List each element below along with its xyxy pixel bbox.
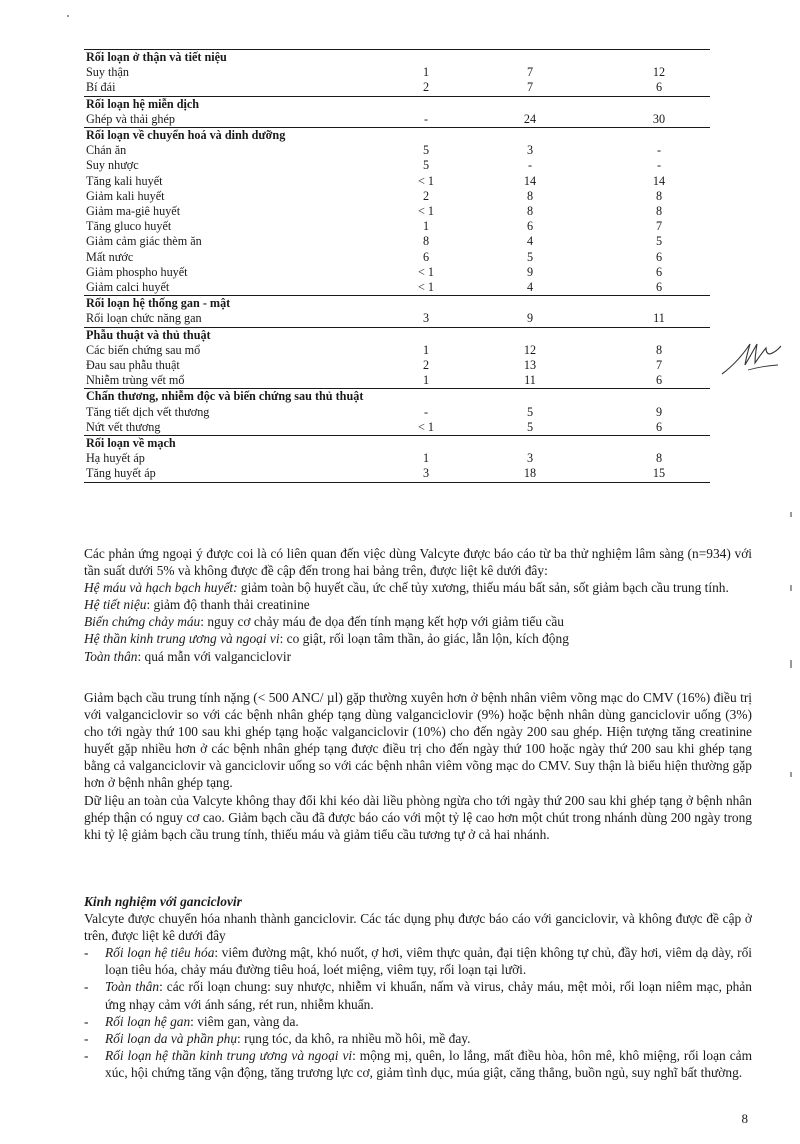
other-reactions-item	[84, 579, 752, 596]
table-cell-name: Suy thận	[86, 65, 129, 80]
table-cell-value-3: 5	[655, 234, 663, 249]
table-cell-value-3: 7	[655, 358, 663, 373]
table-cell-name: Nhiễm trùng vết mổ	[84, 373, 398, 389]
table-cell-name: Tăng tiết dịch vết thương	[86, 404, 210, 419]
table-row	[84, 250, 710, 265]
table-cell-name: Suy nhược	[86, 158, 139, 173]
table-cell-value-3: 7	[655, 219, 663, 234]
scan-edge-mark	[790, 512, 792, 517]
table-cell-name: Các biến chứng sau mổ	[86, 342, 201, 357]
table-cell-value-1: 5	[422, 158, 430, 173]
table-cell-name: Giảm calci huyết	[84, 280, 398, 296]
table-cell-value-2: 11	[452, 373, 606, 389]
table-cell-value-3: 12	[652, 65, 666, 80]
table-row	[84, 189, 710, 204]
table-cell-value-1: < 1	[398, 420, 452, 436]
table-row	[84, 158, 710, 173]
other-reactions-item	[84, 648, 752, 665]
table-cell-value-2: 3	[526, 451, 534, 466]
table-category-label: Rối loạn hệ thống gan - mật	[84, 296, 710, 312]
bullet-dash: -	[84, 979, 89, 995]
table-category-label: Rối loạn ở thận và tiết niệu	[84, 50, 710, 66]
bullet-dash: -	[84, 1013, 89, 1029]
bullet-body: : viêm gan, vàng da.	[190, 1013, 299, 1029]
bullet-item	[84, 1030, 752, 1047]
table-cell-name: Chán ăn	[86, 143, 127, 158]
table-cell-name: Nứt vết thương	[84, 420, 398, 436]
table-cell-value-1: 1	[398, 373, 452, 389]
table-cell-value-1: 5	[422, 143, 430, 158]
scan-edge-mark	[790, 660, 792, 668]
bullet-text	[105, 978, 752, 1012]
item-label: Toàn thân	[84, 648, 138, 664]
table-cell-value-3: 9	[655, 404, 663, 419]
table-cell-value-1: 3	[398, 311, 452, 327]
bullet-dash: -	[84, 1030, 89, 1046]
bullet-label: Rối loạn da và phần phụ	[105, 1030, 238, 1046]
table-cell-value-1: 6	[422, 249, 430, 264]
table-cell-name: Ghép và thải ghép	[84, 112, 398, 128]
table-cell-value-2: 12	[523, 342, 537, 357]
table-cell-value-1: < 1	[417, 204, 434, 219]
table-row	[84, 405, 710, 420]
table-cell-value-3: 15	[606, 466, 710, 482]
table-row	[84, 358, 710, 373]
table-cell-value-3: 11	[606, 311, 710, 327]
table-cell-name: Tăng gluco huyết	[86, 219, 172, 234]
table-cell-value-1: -	[423, 404, 429, 419]
table-cell-value-2: 7	[526, 65, 534, 80]
table-cell-value-2: 5	[452, 420, 606, 436]
table-cell-value-2: 24	[452, 112, 606, 128]
table-row	[84, 112, 710, 128]
table-category-row	[84, 296, 710, 312]
item-label: Hệ máu và hạch bạch huyết:	[84, 580, 238, 596]
section-neutropenia	[84, 689, 752, 843]
table-cell-value-3: 8	[655, 451, 663, 466]
bullet-label: Rối loạn hệ gan	[105, 1013, 191, 1029]
table-cell-value-3: 30	[606, 112, 710, 128]
ganciclovir-bullet-list	[84, 944, 752, 1081]
table-category-label: Rối loạn về chuyển hoá và dinh dưỡng	[84, 128, 710, 144]
other-reactions-item	[84, 613, 752, 630]
table-cell-name: Tăng kali huyết	[86, 173, 163, 188]
table-row	[84, 466, 710, 482]
table-cell-value-2: 9	[452, 311, 606, 327]
table-cell-value-2: 13	[523, 358, 537, 373]
table-cell-value-1: 1	[422, 219, 430, 234]
table-cell-value-1: 2	[422, 188, 430, 203]
table-cell-value-1: < 1	[417, 173, 434, 188]
table-cell-value-2: 3	[526, 143, 534, 158]
table-category-label: Phẫu thuật và thủ thuật	[84, 327, 710, 343]
table-cell-value-2: 8	[526, 204, 534, 219]
scan-edge-mark	[790, 585, 792, 591]
safety-data-paragraph: Dữ liệu an toàn của Valcyte không thay đổi khi kéo dài liều phòng ngừa cho tới ngày thứ 200 sau khi ghép tạng ở bệnh nhân ghép thận có nguy cơ cao. Giảm bạch cầu đã được báo cáo với một tỷ lệ cao hơn một chút trong nhánh dùng 200 ngày trong khi tỷ lệ giảm bạch cầu trung tính, thiếu máu và giảm tiểu cầu tương tự ở cả hai nhánh.	[84, 792, 752, 842]
table-row	[84, 311, 710, 327]
bullet-body: : rụng tóc, da khô, ra nhiều mồ hôi, mề đay.	[237, 1030, 471, 1046]
table-cell-value-2: 9	[526, 264, 534, 279]
table-cell-value-3: 6	[606, 280, 710, 296]
table-category-label: Chấn thương, nhiễm độc và biến chứng sau thủ thuật	[84, 389, 710, 405]
table-cell-value-1: < 1	[398, 280, 452, 296]
table-cell-value-1: 1	[422, 342, 430, 357]
table-cell-value-2: 14	[523, 173, 537, 188]
table-cell-value-3: -	[656, 158, 662, 173]
adverse-events-table	[84, 49, 710, 483]
table-cell-name: Bí đái	[84, 80, 398, 96]
table-cell-value-2: 5	[526, 404, 534, 419]
table-cell-value-3: 6	[655, 249, 663, 264]
table-row	[84, 451, 710, 466]
other-reactions-list	[84, 579, 752, 664]
table-cell-name: Giảm phospho huyết	[86, 264, 188, 279]
table-row	[84, 219, 710, 234]
table-cell-value-3: 8	[655, 342, 663, 357]
bullet-text	[105, 944, 752, 978]
table-cell-name: Đau sau phẫu thuật	[86, 358, 180, 373]
table-category-row	[84, 389, 710, 405]
ganciclovir-intro: Valcyte được chuyển hóa nhanh thành ganciclovir. Các tác dụng phụ được báo cáo với ganciclovir, và không được đề cập ở trên, được liệt kê dưới đây	[84, 911, 752, 944]
table-cell-value-3: 6	[606, 420, 710, 436]
item-text: : nguy cơ chảy máu đe dọa đến tính mạng kết hợp với giảm tiểu cầu	[200, 614, 564, 630]
item-text: : giảm độ thanh thải creatinine	[146, 597, 310, 613]
bullet-dash: -	[84, 945, 89, 961]
table-cell-value-3: 6	[606, 80, 710, 96]
other-reactions-intro: Các phản ứng ngoại ý được coi là có liên quan đến việc dùng Valcyte được báo cáo từ ba thử nghiệm lâm sàng (n=934) với tần suất dưới 5% và không được đề cập đến trong hai bảng trên, được liệt kê dưới đây:	[84, 546, 752, 579]
table-cell-value-3: 8	[655, 188, 663, 203]
bullet-item	[84, 978, 752, 1012]
table-row	[84, 343, 710, 358]
table-cell-value-2: 6	[526, 219, 534, 234]
bullet-body: : mộng mị, quên, lo lắng, mất điều hòa, hôn mê, khô miệng, rối loạn cảm xúc, hội chứng tăng vận động, tăng trương lực cơ, giảm tình dục, múa giật, căng thẳng, buồn ngủ, suy nghĩ bất thường.	[105, 1047, 752, 1080]
ganciclovir-heading: Kinh nghiệm với ganciclovir	[84, 894, 242, 909]
table-cell-value-1: -	[398, 112, 452, 128]
page-number: 8	[741, 1111, 748, 1126]
table-category-row	[84, 128, 710, 144]
section-other-reactions	[84, 545, 752, 665]
item-text: : quá mẫn với valganciclovir	[137, 648, 292, 664]
table-cell-value-2: -	[527, 158, 533, 173]
table-category-row	[84, 96, 710, 112]
table-cell-value-1: 1	[422, 65, 430, 80]
bullet-body: : viêm đường mật, khó nuốt, ợ hơi, viêm thực quản, đại tiện không tự chủ, đầy hơi, viêm dạ dày, rối loạn tiêu hóa, chảy máu đường tiêu hoá, loét miệng, viêm tụy, rối loạn tại lưỡi.	[105, 945, 752, 978]
bullet-item	[84, 1047, 752, 1081]
table-cell-value-1: 2	[398, 80, 452, 96]
table-cell-value-2: 5	[526, 249, 534, 264]
table-cell-value-2: 8	[526, 188, 534, 203]
table-cell-value-3: 8	[655, 204, 663, 219]
table-cell-name: Hạ huyết áp	[86, 451, 145, 466]
bullet-label: Toàn thân	[105, 979, 160, 995]
table-row	[84, 80, 710, 96]
item-label: Biến chứng chảy máu	[84, 614, 201, 630]
table-category-row	[84, 50, 710, 66]
other-reactions-item	[84, 596, 752, 613]
table-cell-name: Rối loạn chức năng gan	[84, 311, 398, 327]
table-cell-value-3: -	[656, 143, 662, 158]
table-cell-value-2: 7	[452, 80, 606, 96]
table-row	[84, 204, 710, 219]
neutropenia-paragraph: Giảm bạch cầu trung tính nặng (< 500 ANC/ µl) gặp thường xuyên hơn ở bệnh nhân viêm võng mạc do CMV (16%) điều trị với valganciclovir so với các bệnh nhân ghép tạng dùng valganciclovir (9%) hoặc bệnh nhân dùng ganciclovir uống (3%) cho tới ngày thứ 100 sau khi ghép tạng hoặc valganciclovir (10%) cho đến ngày 200 sau ghép. Hiện tượng tăng creatinine huyết gặp nhiều hơn ở các bệnh nhân ghép tạng được điều trị cho đến ngày thứ 100 hoặc ngày thứ 200 sau khi ghép tạng bằng cả valganciclovir và ganciclovir uống so với các bệnh nhân viêm võng mạc do CMV. Suy thận là biểu hiện thường gặp hơn ở bệnh nhân ghép tạng.	[84, 690, 752, 791]
table-cell-value-1: 1	[422, 451, 430, 466]
table-cell-value-1: 3	[398, 466, 452, 482]
table-category-label: Rối loạn hệ miễn dịch	[84, 96, 710, 112]
table-row	[84, 143, 710, 158]
table-row	[84, 174, 710, 189]
item-label: Hệ tiết niệu	[84, 597, 147, 613]
table-cell-value-3: 6	[606, 373, 710, 389]
table-row	[84, 234, 710, 249]
bullet-body: : các rối loạn chung: suy nhược, nhiễm vi khuẩn, nấm và virus, chảy máu, mệt mỏi, rối loạn niêm mạc, phản ứng nhạy cảm với ánh sáng, rét run, nhiễm khuẩn.	[105, 979, 752, 1012]
other-reactions-item	[84, 630, 752, 647]
section-ganciclovir	[84, 893, 752, 1081]
table-row	[84, 420, 710, 436]
table-cell-name: Giảm ma-giê huyết	[86, 204, 181, 219]
table-category-row	[84, 436, 710, 452]
bullet-text	[105, 1013, 752, 1030]
table-cell-value-3: 14	[652, 173, 666, 188]
table-cell-name: Giảm kali huyết	[86, 188, 165, 203]
table-cell-name: Mất nước	[86, 249, 134, 264]
table-cell-value-2: 18	[452, 466, 606, 482]
table-cell-value-1: 2	[422, 358, 430, 373]
scan-edge-mark	[790, 772, 792, 777]
table-cell-value-3: 6	[655, 264, 663, 279]
item-text: giảm toàn bộ huyết cầu, ức chế tủy xương, thiếu máu bất sản, sốt giảm bạch cầu trung tính.	[237, 580, 729, 596]
bullet-label: Rối loạn hệ thần kinh trung ương và ngoại vi	[105, 1047, 353, 1063]
bullet-text	[105, 1030, 752, 1047]
table-cell-value-1: < 1	[417, 264, 434, 279]
bullet-item	[84, 944, 752, 978]
table-row	[84, 265, 710, 280]
table-cell-value-2: 4	[526, 234, 534, 249]
table-row	[84, 373, 710, 389]
adverse-events-table-body	[84, 49, 710, 483]
table-cell-value-2: 4	[452, 280, 606, 296]
table-cell-name: Tăng huyết áp	[84, 466, 398, 482]
table-row	[84, 65, 710, 80]
table-cell-name: Giảm cảm giác thèm ăn	[86, 234, 202, 249]
signature-mark	[718, 332, 788, 380]
table-cell-value-1: 8	[422, 234, 430, 249]
bullet-text	[105, 1047, 752, 1081]
item-label: Hệ thần kinh trung ương và ngoại vi	[84, 631, 280, 647]
table-row	[84, 280, 710, 296]
table-category-row	[84, 327, 710, 343]
bullet-dash: -	[84, 1047, 89, 1063]
scan-speck	[67, 15, 69, 17]
bullet-label: Rối loạn hệ tiêu hóa	[105, 945, 215, 961]
table-category-label: Rối loạn về mạch	[84, 436, 710, 452]
item-text: : co giật, rối loạn tâm thần, ảo giác, lẫn lộn, kích động	[279, 631, 569, 647]
bullet-item	[84, 1013, 752, 1030]
